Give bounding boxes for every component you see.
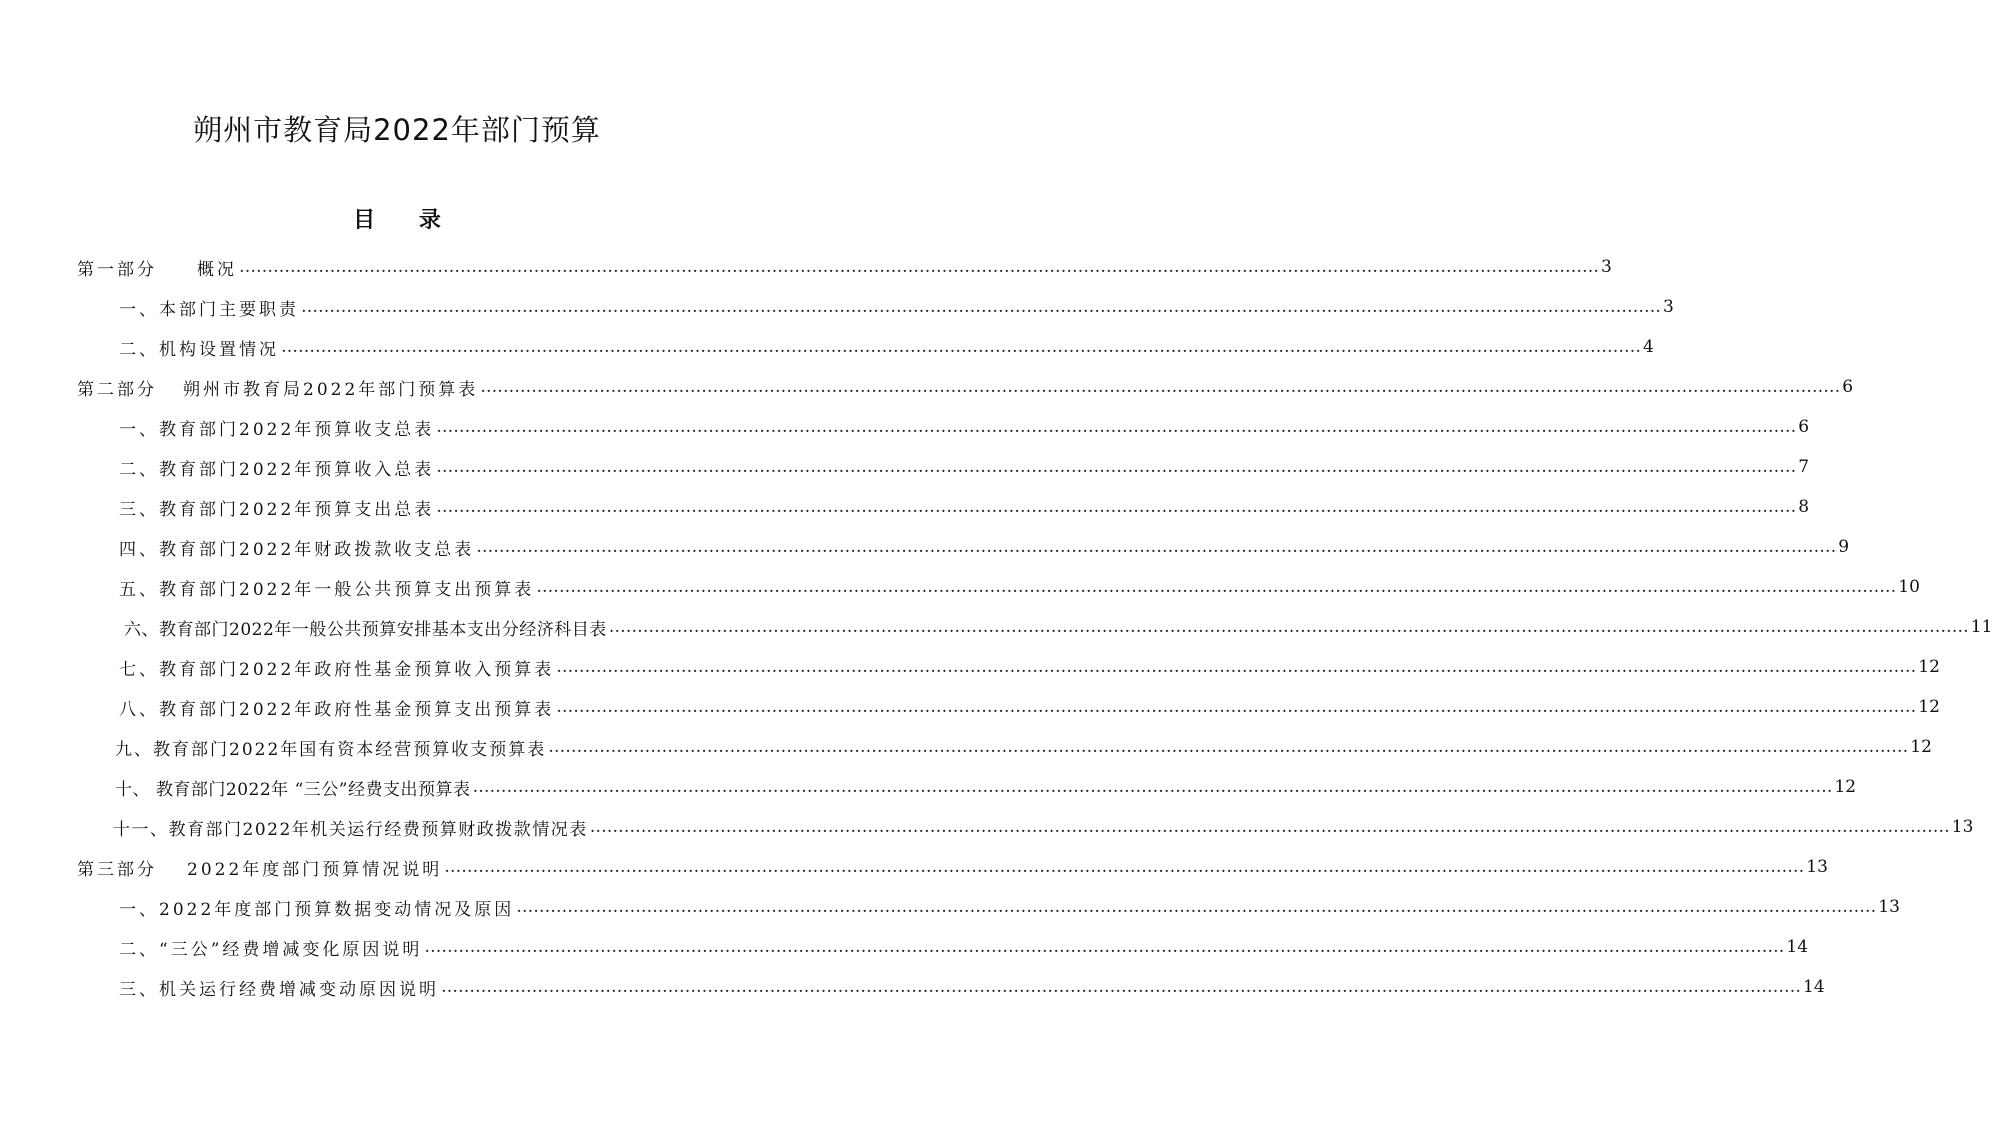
toc-entry-page: 6 [1798,417,1810,437]
toc-entry-label: 一、本部门主要职责 [119,299,299,320]
dot-leader: …………………………………………………………………………………………………………………………………………………………………………………………………………………… [301,297,1661,317]
toc-entry-label: 二、机构设置情况 [119,339,279,360]
toc-entry-page: 4 [1643,337,1654,357]
toc-entry-subtitle: 概况 [197,259,237,280]
dot-leader: …………………………………………………………………………………………………………………………………………………………………………………………………………………… [436,417,1797,437]
toc-entry-page: 13 [1951,817,1974,837]
toc-entry-label: 十、 教育部门2022年 “三公”经费支出预算表 [115,779,471,800]
dot-leader: …………………………………………………………………………………………………………………………………………………………………………………………………………………… [589,817,1950,837]
toc-entry-page: 14 [1786,937,1809,957]
toc-entry-section[interactable] [0,772,1857,802]
toc-entry-page: 6 [1842,377,1854,397]
toc-entry-subtitle: 朔州市教育局2022年部门预算表 [183,379,479,400]
toc-entry-section[interactable] [0,892,1900,922]
toc-entry-section[interactable] [0,692,1940,722]
toc-entry-part-2[interactable] [0,372,1854,402]
toc-entry-label: 十一、教育部门2022年机关运行经费预算财政拨款情况表 [113,819,588,840]
toc-entry-section[interactable] [0,812,1974,842]
toc-entry-label: 二、“三公”经费增减变化原因说明 [119,939,423,960]
toc-entry-label: 九、教育部门2022年国有资本经营预算收支预算表 [115,739,547,760]
toc-entry-label: 一、教育部门2022年预算收支总表 [119,419,435,440]
toc-entry-page: 12 [1910,737,1932,757]
toc-entry-section[interactable] [0,412,1810,442]
toc-entry-page: 10 [1898,577,1920,597]
toc-entry-page: 13 [1878,897,1900,917]
toc-entry-section[interactable] [0,572,1920,602]
dot-leader: …………………………………………………………………………………………………………………………………………………………………………………………………………………… [480,377,1841,397]
dot-leader: …………………………………………………………………………………………………………………………………………………………………………………………………………………… [436,457,1797,477]
toc-entry-label: 三、教育部门2022年预算支出总表 [119,499,435,520]
toc-entry-label: 二、教育部门2022年预算收入总表 [119,459,435,480]
toc-entry-page: 3 [1663,297,1674,317]
toc-entry-page: 12 [1918,697,1940,717]
toc-entry-section[interactable] [0,492,1810,522]
toc-entry-label: 第一部分 [77,259,157,280]
toc-entry-label: 八、教育部门2022年政府性基金预算支出预算表 [119,699,555,720]
document-title: 朔州市教育局2022年部门预算 [193,113,601,147]
dot-leader: …………………………………………………………………………………………………………………………………………………………………………………………………………………… [239,257,1599,277]
toc-entry-subtitle: 2022年度部门预算情况说明 [187,859,443,880]
toc-entry-section[interactable] [0,932,1809,962]
dot-leader: …………………………………………………………………………………………………………………………………………………………………………………………………………………… [556,657,1917,677]
toc-entry-label: 三、机关运行经费增减变动原因说明 [119,979,439,1000]
dot-leader: …………………………………………………………………………………………………………………………………………………………………………………………………………………… [424,937,1785,957]
toc-entry-section[interactable] [0,732,1932,762]
toc-entry-part-1[interactable] [0,252,1612,282]
toc-entry-label: 七、教育部门2022年政府性基金预算收入预算表 [119,659,555,680]
toc-entry-label: 六、教育部门2022年一般公共预算安排基本支出分经济科目表 [124,619,607,640]
toc-entry-page: 8 [1798,497,1810,517]
toc-entry-section[interactable] [0,612,1992,642]
toc-entry-section[interactable] [0,292,1674,322]
dot-leader: …………………………………………………………………………………………………………………………………………………………………………………………………………………… [536,577,1897,597]
toc-entry-page: 11 [1970,617,1992,637]
toc-entry-section[interactable] [0,332,1654,362]
dot-leader: …………………………………………………………………………………………………………………………………………………………………………………………………………………… [441,977,1801,997]
dot-leader: …………………………………………………………………………………………………………………………………………………………………………………………………………………… [608,617,1969,637]
dot-leader: …………………………………………………………………………………………………………………………………………………………………………………………………………………… [516,897,1877,917]
toc-entry-label: 五、教育部门2022年一般公共预算支出预算表 [119,579,535,600]
dot-leader: …………………………………………………………………………………………………………………………………………………………………………………………………………………… [444,857,1805,877]
dot-leader: …………………………………………………………………………………………………………………………………………………………………………………………………………………… [472,777,1833,797]
dot-leader: …………………………………………………………………………………………………………………………………………………………………………………………………………………… [436,497,1797,517]
toc-entry-section[interactable] [0,972,1825,1002]
toc-entry-section[interactable] [0,652,1940,682]
toc-entry-label: 一、2022年度部门预算数据变动情况及原因 [119,899,515,920]
toc-entry-section[interactable] [0,532,1850,562]
dot-leader: …………………………………………………………………………………………………………………………………………………………………………………………………………………… [548,737,1909,757]
toc-entry-page: 12 [1918,657,1940,677]
toc-heading: 目 录 [353,207,459,233]
toc-entry-page: 3 [1601,257,1612,277]
toc-entry-label: 第三部分 [77,859,157,880]
toc-entry-label: 第二部分 [77,379,157,400]
dot-leader: …………………………………………………………………………………………………………………………………………………………………………………………………………………… [556,697,1917,717]
toc-entry-part-3[interactable] [0,852,1828,882]
toc-entry-page: 14 [1803,977,1825,997]
toc-entry-label: 四、教育部门2022年财政拨款收支总表 [119,539,475,560]
toc-entry-section[interactable] [0,452,1810,482]
toc-entry-page: 13 [1806,857,1828,877]
toc-entry-page: 12 [1834,777,1857,797]
toc-entry-page: 7 [1798,457,1810,477]
dot-leader: …………………………………………………………………………………………………………………………………………………………………………………………………………………… [281,337,1641,357]
dot-leader: …………………………………………………………………………………………………………………………………………………………………………………………………………………… [476,537,1837,557]
toc-entry-page: 9 [1838,537,1850,557]
